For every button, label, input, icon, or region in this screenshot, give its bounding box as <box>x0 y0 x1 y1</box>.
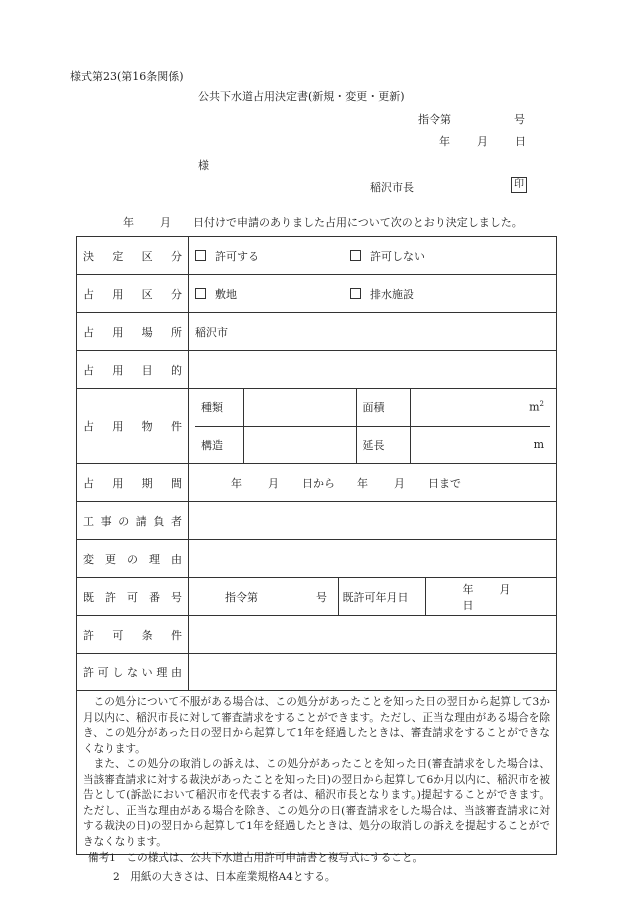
change-reason-value[interactable] <box>189 540 557 578</box>
intro-text: 日付けで申請のありました占用について次のとおり決定しました。 <box>193 216 523 229</box>
document-number <box>418 111 525 127</box>
option-site[interactable] <box>195 286 350 302</box>
existing-permit-number[interactable] <box>195 578 338 615</box>
checkbox-icon <box>350 288 361 299</box>
checkbox-icon <box>195 250 206 261</box>
purpose-value[interactable] <box>189 351 557 389</box>
category-options <box>189 275 557 313</box>
row-location <box>77 313 557 351</box>
issuer: 稲沢市長 <box>370 181 414 194</box>
row-deny-reason <box>77 654 557 691</box>
object-subtable <box>195 389 550 463</box>
period-label: 占用期間 <box>77 464 189 502</box>
form-number: 様式第23(第16条関係) <box>70 70 184 83</box>
row-object <box>77 389 557 464</box>
option-drainage-label: 排水施設 <box>370 287 414 301</box>
checkbox-icon <box>350 250 361 261</box>
object-length-label: 延長 <box>356 426 410 463</box>
addressee: 様 <box>198 159 209 172</box>
object-structure-label: 構造 <box>195 426 243 463</box>
category-label: 占用区分 <box>77 275 189 313</box>
period-to-month: 月 <box>394 476 405 490</box>
row-contractor <box>77 502 557 540</box>
object-type-label: 種類 <box>195 389 243 426</box>
existing-number-prefix: 指令第 <box>225 590 258 604</box>
notice-paragraph-2: また、この処分の取消しの訴えは、この処分があったことを知った日(審査請求をした場合は、当該審査請求に対する裁決があったことを知った日)の翌日から起算して6か月以内に、稲沢市を被告として(訴訟において稲沢市を代表する者は、稲沢市長となります。)提起することができます。ただし、正当な理由がある場合を除き、この処分の日(審査請求をした場合は、当該審査請求に対する裁決の日)の翌日から起算して1年を経過したときは、処分の取消しの訴えを提起することができなくなります。 <box>83 758 550 848</box>
deny-reason-value[interactable] <box>189 654 557 691</box>
period-value[interactable] <box>189 464 557 502</box>
conditions-value[interactable] <box>189 616 557 654</box>
decision-options <box>189 237 557 275</box>
location-value[interactable]: 稲沢市 <box>189 313 557 351</box>
period-from-year: 年 <box>231 476 242 490</box>
period-to-year: 年 <box>357 476 368 490</box>
option-drainage[interactable] <box>350 286 414 302</box>
date-year: 年 <box>439 135 450 148</box>
remark-1: 備考1 この様式は、公共下水道占用許可申請書と複写式にすること。 <box>88 852 424 864</box>
intro-year: 年 <box>123 216 134 229</box>
doc-number-prefix: 指令第 <box>418 113 451 126</box>
existing-day: 日 <box>462 598 474 612</box>
row-notice <box>77 691 557 855</box>
contractor-value[interactable] <box>189 502 557 540</box>
object-area-value[interactable] <box>410 389 550 426</box>
intro-sentence <box>123 214 523 230</box>
document-title: 公共下水道占用決定書(新規・変更・更新) <box>198 90 405 103</box>
existing-permit-label: 既許可番号 <box>77 578 189 616</box>
row-existing-permit <box>77 578 557 616</box>
existing-month: 月 <box>499 582 511 596</box>
row-period <box>77 464 557 502</box>
intro-month: 月 <box>160 216 171 229</box>
object-area-label: 面積 <box>356 389 410 426</box>
length-unit: m <box>533 438 544 452</box>
location-label: 占用場所 <box>77 313 189 351</box>
existing-year: 年 <box>462 582 474 596</box>
object-length-value[interactable] <box>410 426 550 463</box>
purpose-label: 占用目的 <box>77 351 189 389</box>
period-from-month: 月 <box>268 476 279 490</box>
legal-notice <box>77 691 557 855</box>
decision-form-table <box>76 236 557 855</box>
date-month: 月 <box>477 135 488 148</box>
row-change-reason <box>77 540 557 578</box>
existing-permit-details <box>189 578 557 616</box>
document-date <box>439 133 526 149</box>
decision-label: 決定区分 <box>77 237 189 275</box>
period-from-day: 日から <box>302 476 335 490</box>
option-deny-label: 許可しない <box>370 249 425 263</box>
existing-number-suffix: 号 <box>316 590 327 604</box>
option-deny[interactable] <box>350 248 425 264</box>
object-type-value[interactable] <box>243 389 356 426</box>
object-details <box>189 389 557 464</box>
deny-reason-label: 許可しない理由 <box>77 654 189 691</box>
date-day: 日 <box>515 135 526 148</box>
row-decision <box>77 237 557 275</box>
option-permit[interactable] <box>195 248 350 264</box>
seal-stamp: 印 <box>511 177 527 193</box>
area-unit: m <box>529 401 540 415</box>
object-label: 占用物件 <box>77 389 189 464</box>
existing-permit-date[interactable] <box>425 578 550 615</box>
existing-permit-subtable <box>195 578 550 615</box>
option-permit-label: 許可する <box>215 249 259 263</box>
object-structure-value[interactable] <box>243 426 356 463</box>
row-purpose <box>77 351 557 389</box>
contractor-label: 工事の請負者 <box>77 502 189 540</box>
remark-2: 2 用紙の大きさは、日本産業規格A4とする。 <box>113 871 336 883</box>
notice-paragraph-1: この処分について不服がある場合は、この処分があったことを知った日の翌日から起算して3か月以内に、稲沢市長に対して審査請求をすることができます。ただし、正当な理由がある場合を除き、この処分があった日の翌日から起算して1年を経過したときは、審査請求をすることができなくなります。 <box>83 696 550 755</box>
conditions-label: 許可条件 <box>77 616 189 654</box>
row-category <box>77 275 557 313</box>
existing-permit-date-label: 既許可年月日 <box>338 578 425 615</box>
change-reason-label: 変更の理由 <box>77 540 189 578</box>
row-conditions <box>77 616 557 654</box>
option-site-label: 敷地 <box>215 287 237 301</box>
area-unit-sup: 2 <box>539 400 544 409</box>
period-to-day: 日まで <box>428 476 461 490</box>
doc-number-suffix: 号 <box>514 113 525 126</box>
checkbox-icon <box>195 288 206 299</box>
